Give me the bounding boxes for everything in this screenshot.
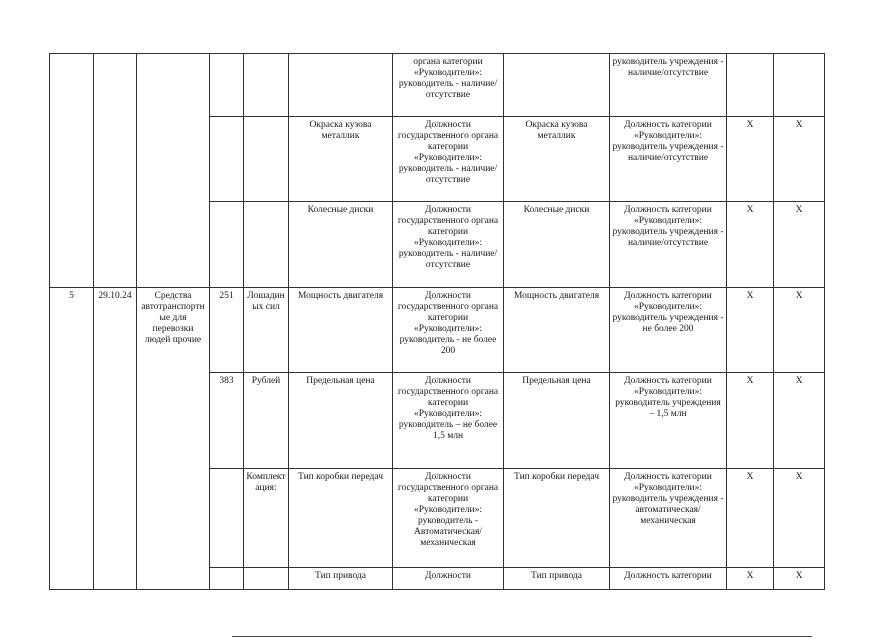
cell-x1: Х: [727, 373, 774, 469]
cell-inst-value: Должность категории «Руководители»: руководитель учреждения – 1,5 млн: [610, 373, 727, 469]
cell-x1: Х: [727, 568, 774, 590]
cell-name: Средства автотранспортные для перевозки людей прочие: [137, 288, 210, 590]
cell-inst-value: Должность категории «Руководители»: руководитель учреждения - не более 200: [610, 288, 727, 373]
page-bottom-rule: [232, 636, 812, 637]
cell-characteristic: Предельная цена: [289, 373, 393, 469]
cell-okei-code: [210, 568, 244, 590]
cell-num: 5: [50, 288, 94, 590]
cell-characteristic: Окраска кузова металлик: [289, 117, 393, 202]
cell-gov-value: Должности государственного органа категории «Руководители»: руководитель – не более 1,5 млн: [393, 373, 504, 469]
cell-characteristic-2: Мощность двигателя: [504, 288, 610, 373]
cell-date: [94, 54, 137, 288]
cell-x2: Х: [774, 202, 825, 288]
cell-unit: Рублей: [244, 373, 289, 469]
cell-x1: Х: [727, 117, 774, 202]
table-row: [50, 288, 825, 373]
cell-okei-code: [210, 469, 244, 568]
cell-unit: [244, 117, 289, 202]
cell-unit: [244, 202, 289, 288]
cell-unit: [244, 568, 289, 590]
cell-x1: Х: [727, 288, 774, 373]
cell-okei-code: [210, 54, 244, 117]
cell-okei-code: 251: [210, 288, 244, 373]
cell-x2: [774, 54, 825, 117]
cell-x1: [727, 54, 774, 117]
cell-x2: Х: [774, 117, 825, 202]
cell-characteristic-2: [504, 54, 610, 117]
cell-unit: Лошадиных сил: [244, 288, 289, 373]
cell-inst-value: Должность категории «Руководители»: руководитель учреждения - наличие/отсутствие: [610, 202, 727, 288]
cell-characteristic-2: Колесные диски: [504, 202, 610, 288]
cell-unit: [244, 54, 289, 117]
cell-x2: Х: [774, 373, 825, 469]
cell-x2: Х: [774, 288, 825, 373]
cell-inst-value: Должность категории: [610, 568, 727, 590]
cell-unit: Комплектация:: [244, 469, 289, 568]
cell-gov-value: Должности государственного органа категории «Руководители»: руководитель - наличие/отсутствие: [393, 117, 504, 202]
cell-gov-value: Должности государственного органа категории «Руководители»: руководитель - не более 200: [393, 288, 504, 373]
cell-x1: Х: [727, 202, 774, 288]
cell-gov-value: органа категории «Руководители»: руководитель - наличие/отсутствие: [393, 54, 504, 117]
cell-characteristic-2: Предельная цена: [504, 373, 610, 469]
cell-gov-value: Должности: [393, 568, 504, 590]
table-row: [50, 54, 825, 117]
cell-num: [50, 54, 94, 288]
cell-characteristic: [289, 54, 393, 117]
cell-okei-code: [210, 117, 244, 202]
cell-inst-value: Должность категории «Руководители»: руководитель учреждения - наличие/отсутствие: [610, 117, 727, 202]
cell-okei-code: 383: [210, 373, 244, 469]
cell-characteristic-2: Тип коробки передач: [504, 469, 610, 568]
cell-name: [137, 54, 210, 288]
cell-x1: Х: [727, 469, 774, 568]
cell-x2: Х: [774, 469, 825, 568]
cell-x2: Х: [774, 568, 825, 590]
cell-gov-value: Должности государственного органа категории «Руководители»: руководитель - наличие/отсутствие: [393, 202, 504, 288]
cell-gov-value: Должности государственного органа категории «Руководители»: руководитель - Автоматическая/механическая: [393, 469, 504, 568]
cell-okei-code: [210, 202, 244, 288]
cell-inst-value: Должность категории «Руководители»: руководитель учреждения - автоматическая/механическая: [610, 469, 727, 568]
cell-characteristic: Колесные диски: [289, 202, 393, 288]
cell-inst-value: руководитель учреждения - наличие/отсутствие: [610, 54, 727, 117]
cell-characteristic-2: Окраска кузова металлик: [504, 117, 610, 202]
characteristics-table: [49, 53, 825, 590]
cell-characteristic: Мощность двигателя: [289, 288, 393, 373]
cell-characteristic: Тип привода: [289, 568, 393, 590]
cell-date: 29.10.24: [94, 288, 137, 590]
cell-characteristic: Тип коробки передач: [289, 469, 393, 568]
cell-characteristic-2: Тип привода: [504, 568, 610, 590]
